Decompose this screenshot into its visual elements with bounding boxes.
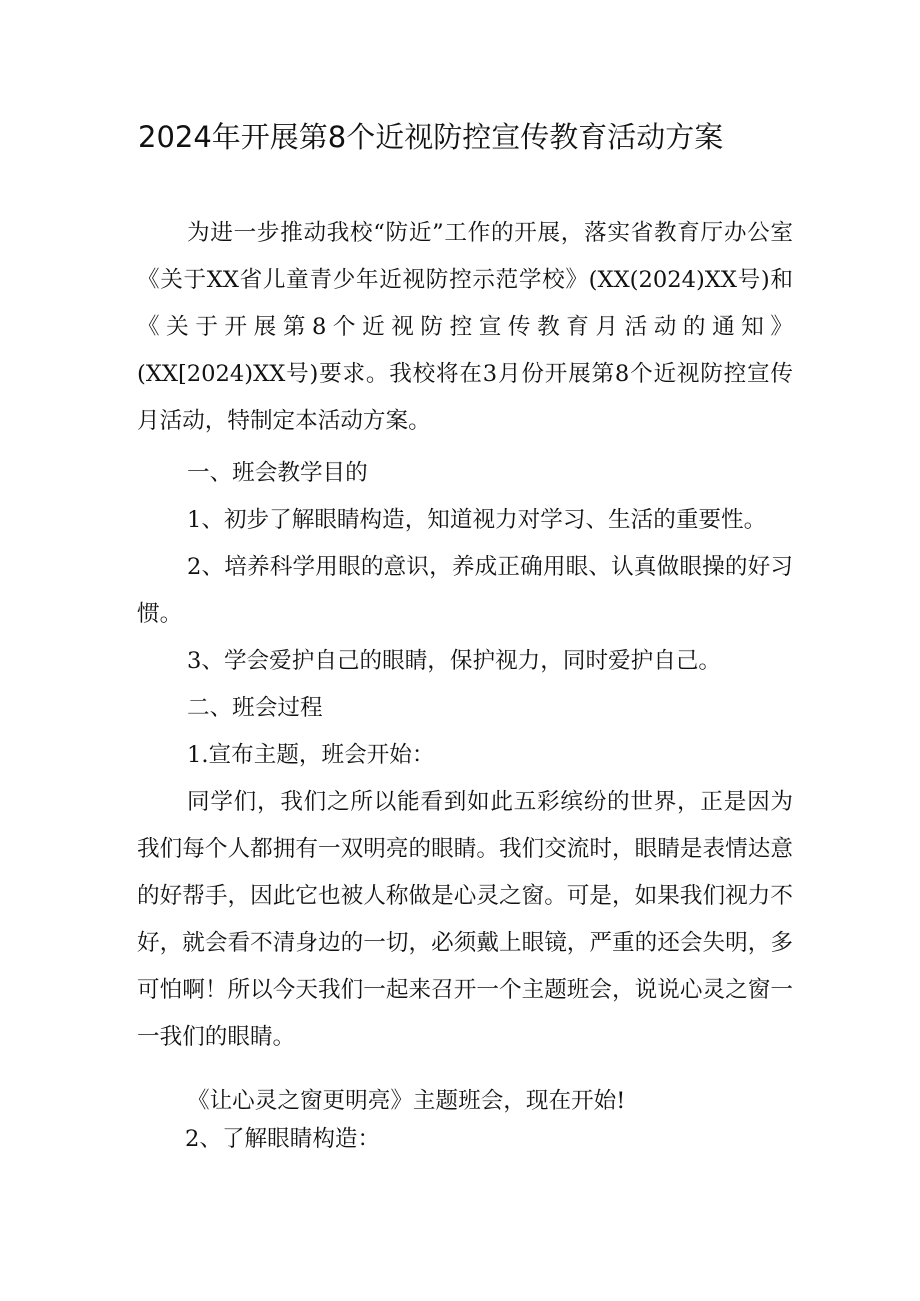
speech-paragraph: 同学们，我们之所以能看到如此五彩缤纷的世界，正是因为我们每个人都拥有一双明亮的眼睛。我们交流时，眼睛是表情达意的好帮手，因此它也被人称做是心灵之窗。可是，如果我们视力不好，就会看不清身边的一切，必须戴上眼镜，严重的还会失明，多可怕啊！所以今天我们一起来召开一个主题班会，说说心灵之窗一一我们的眼睛。 xyxy=(137,789,793,1050)
document-title: 2024年开展第8个近视防控宣传教育活动方案 xyxy=(138,120,724,154)
process-step-1: 1.宣布主题，班会开始： xyxy=(187,742,435,768)
opening-line: 《让心灵之窗更明亮》主题班会，现在开始! xyxy=(187,1088,626,1114)
intro-paragraph: 为进一步推动我校“防近”工作的开展，落实省教育厅办公室《关于XX省儿童青少年近视防控示范学校》(XX(2024)XX号)和《关于开展第8个近视防控宣传教育月活动的通知》(XX[2024)XX号)要求。我校将在3月份开展第8个近视防控宣传月活动，特制定本活动方案。 xyxy=(137,220,793,434)
goal-item-2: 2、培养科学用眼的意识，养成正确用眼、认真做眼操的好习惯。 xyxy=(137,554,793,627)
goal-item-3: 3、学会爱护自己的眼睛，保护视力，同时爱护自己。 xyxy=(187,648,722,674)
goal-item-1: 1、初步了解眼睛构造，知道视力对学习、生活的重要性。 xyxy=(187,507,767,533)
section-heading-goals: 一、班会教学目的 xyxy=(187,460,368,486)
process-step-2: 2、了解眼睛构造： xyxy=(185,1126,381,1152)
section-heading-process: 二、班会过程 xyxy=(187,695,323,721)
